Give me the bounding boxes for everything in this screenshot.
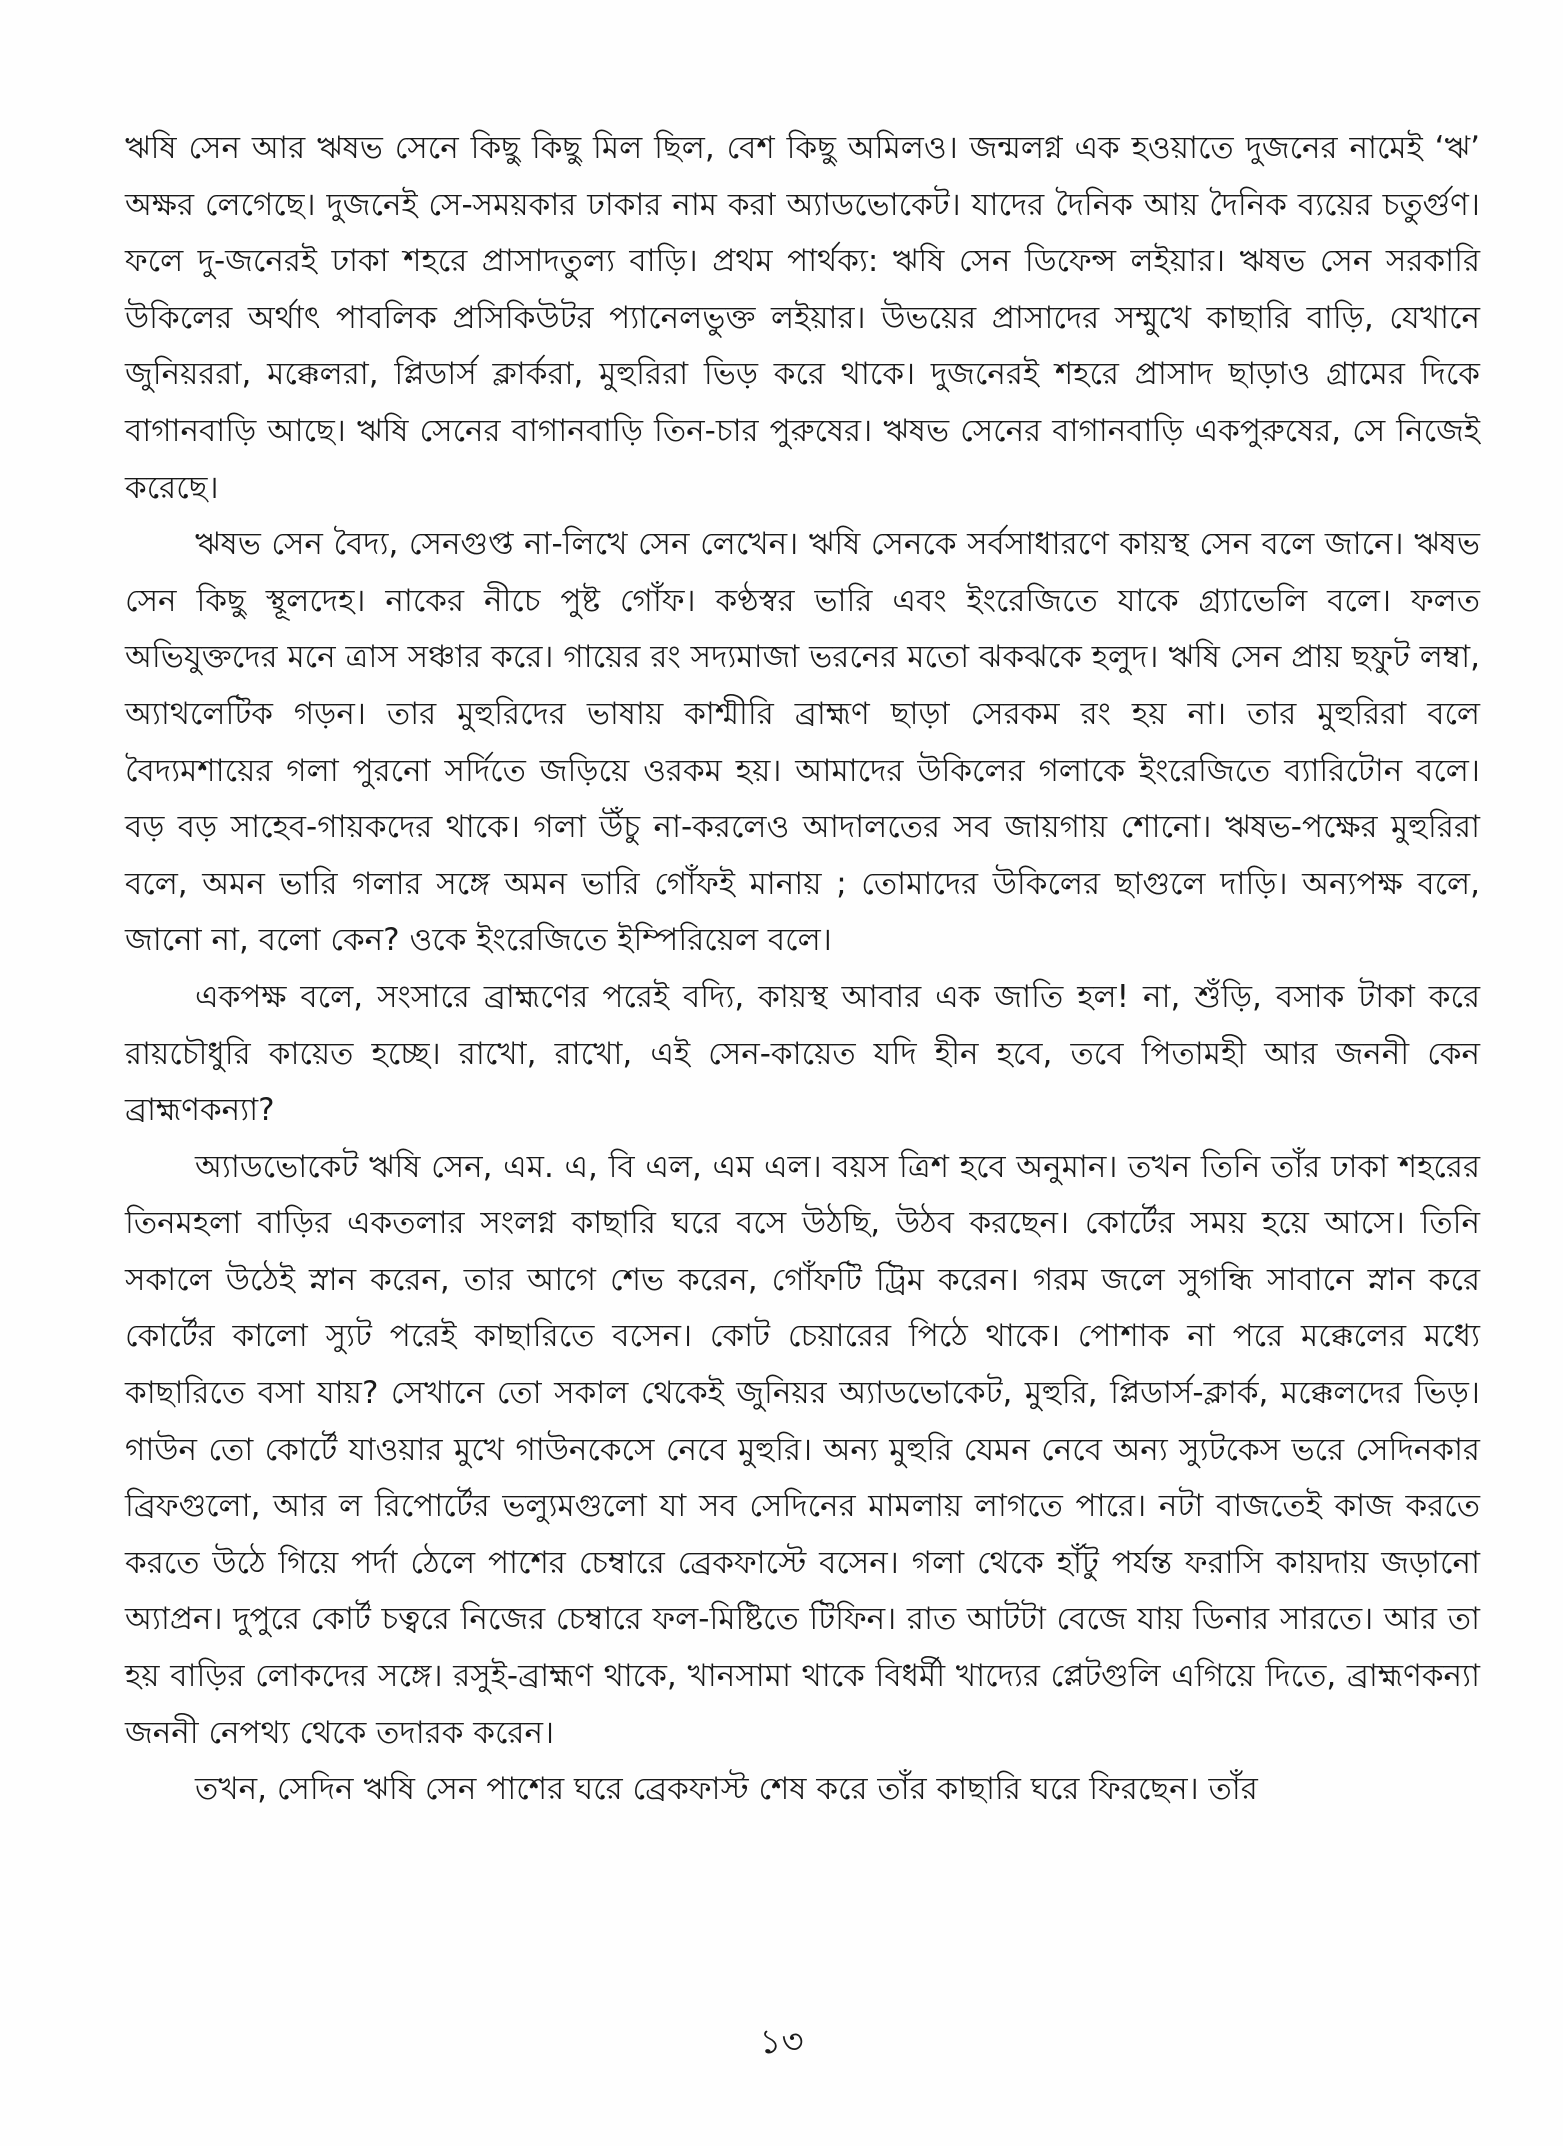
body-text bbox=[125, 120, 1480, 1818]
paragraph-1: ঋষি সেন আর ঋষভ সেনে কিছু কিছু মিল ছিল, বেশ কিছু অমিলও। জন্মলগ্ন এক হওয়াতে দুজনের নামেই ‘ঋ’ অক্ষর লেগেছে। দুজনেই সে-সময়কার ঢাকার নাম করা অ্যাডভোকেট। যাদের দৈনিক আয় দৈনিক ব্যয়ের চতুর্গুণ। ফলে দু-জনেরই ঢাকা শহরে প্রাসাদতুল্য বাড়ি। প্রথম পার্থক্য: ঋষি সেন ডিফেন্স লইয়ার। ঋষভ সেন সরকারি উকিলের অর্থাৎ পাবলিক প্রসিকিউটর প্যানেলভুক্ত লইয়ার। উভয়ের প্রাসাদের সম্মুখে কাছারি বাড়ি, যেখানে জুনিয়ররা, মক্কেলরা, প্লিডার্স ক্লার্করা, মুহুরিরা ভিড় করে থাকে। দুজনেরই শহরে প্রাসাদ ছাড়াও গ্রামের দিকে বাগানবাড়ি আছে। ঋষি সেনের বাগানবাড়ি তিন-চার পুরুষের। ঋষভ সেনের বাগানবাড়ি একপুরুষের, সে নিজেই করেছে। bbox=[125, 130, 1480, 506]
paragraph-4: অ্যাডভোকেট ঋষি সেন, এম. এ, বি এল, এম এল। বয়স ত্রিশ হবে অনুমান। তখন তিনি তাঁর ঢাকা শহরের তিনমহলা বাড়ির একতলার সংলগ্ন কাছারি ঘরে বসে উঠছি, উঠব করছেন। কোর্টের সময় হয়ে আসে। তিনি সকালে উঠেই স্নান করেন, তার আগে শেভ করেন, গোঁফটি ট্রিম করেন। গরম জলে সুগন্ধি সাবানে স্নান করে কোর্টের কালো স্যুট পরেই কাছারিতে বসেন। কোট চেয়ারের পিঠে থাকে। পোশাক না পরে মক্কেলের মধ্যে কাছারিতে বসা যায়? সেখানে তো সকাল থেকেই জুনিয়র অ্যাডভোকেট, মুহুরি, প্লিডার্স-ক্লার্ক, মক্কেলদের ভিড়। গাউন তো কোর্টে যাওয়ার মুখে গাউনকেসে নেবে মুহুরি। অন্য মুহুরি যেমন নেবে অন্য স্যুটকেস ভরে সেদিনকার ব্রিফগুলো, আর ল রিপোর্টের ভল্যুমগুলো যা সব সেদিনের মামলায় লাগতে পারে। নটা বাজতেই কাজ করতে করতে উঠে গিয়ে পর্দা ঠেলে পাশের চেম্বারে ব্রেকফাস্টে বসেন। গলা থেকে হাঁটু পর্যন্ত ফরাসি কায়দায় জড়ানো অ্যাপ্রন। দুপুরে কোর্ট চত্বরে নিজের চেম্বারে ফল-মিষ্টিতে টিফিন। রাত আটটা বেজে যায় ডিনার সারতে। আর তা হয় বাড়ির লোকদের সঙ্গে। রসুই-ব্রাহ্মণ থাকে, খানসামা থাকে বিধর্মী খাদ্যের প্লেটগুলি এগিয়ে দিতে, ব্রাহ্মণকন্যা জননী নেপথ্য থেকে তদারক করেন। bbox=[125, 1148, 1480, 1751]
page-number: ১৩ bbox=[759, 2022, 804, 2062]
paragraph-2: ঋষভ সেন বৈদ্য, সেনগুপ্ত না-লিখে সেন লেখেন। ঋষি সেনকে সর্বসাধারণে কায়স্থ সেন বলে জানে। ঋষভ সেন কিছু স্থূলদেহ। নাকের নীচে পুষ্ট গোঁফ। কণ্ঠস্বর ভারি এবং ইংরেজিতে যাকে গ্র্যাভেলি বলে। ফলত অভিযুক্তদের মনে ত্রাস সঞ্চার করে। গায়ের রং সদ্যমাজা ভরনের মতো ঝকঝকে হলুদ। ঋষি সেন প্রায় ছফুট লম্বা, অ্যাথলেটিক গড়ন। তার মুহুরিদের ভাষায় কাশ্মীরি ব্রাহ্মণ ছাড়া সেরকম রং হয় না। তার মুহুরিরা বলে বৈদ্যমশায়ের গলা পুরনো সর্দিতে জড়িয়ে ওরকম হয়। আমাদের উকিলের গলাকে ইংরেজিতে ব্যারিটোন বলে। বড় বড় সাহেব-গায়কদের থাকে। গলা উঁচু না-করলেও আদালতের সব জায়গায় শোনো। ঋষভ-পক্ষের মুহুরিরা বলে, অমন ভারি গলার সঙ্গে অমন ভারি গোঁফই মানায় ; তোমাদের উকিলের ছাগুলে দাড়ি। অন্যপক্ষ বলে, জানো না, বলো কেন? ওকে ইংরেজিতে ইম্পিরিয়েল বলে। bbox=[125, 526, 1480, 959]
paragraph-3: একপক্ষ বলে, সংসারে ব্রাহ্মণের পরেই বদ্যি, কায়স্থ আবার এক জাতি হল! না, শুঁড়ি, বসাক টাকা করে রায়চৌধুরি কায়েত হচ্ছে। রাখো, রাখো, এই সেন-কায়েত যদি হীন হবে, তবে পিতামহী আর জননী কেন ব্রাহ্মণকন্যা? bbox=[125, 978, 1480, 1129]
paragraph-5: তখন, সেদিন ঋষি সেন পাশের ঘরে ব্রেকফাস্ট শেষ করে তাঁর কাছারি ঘরে ফিরছেন। তাঁর bbox=[195, 1771, 1258, 1808]
